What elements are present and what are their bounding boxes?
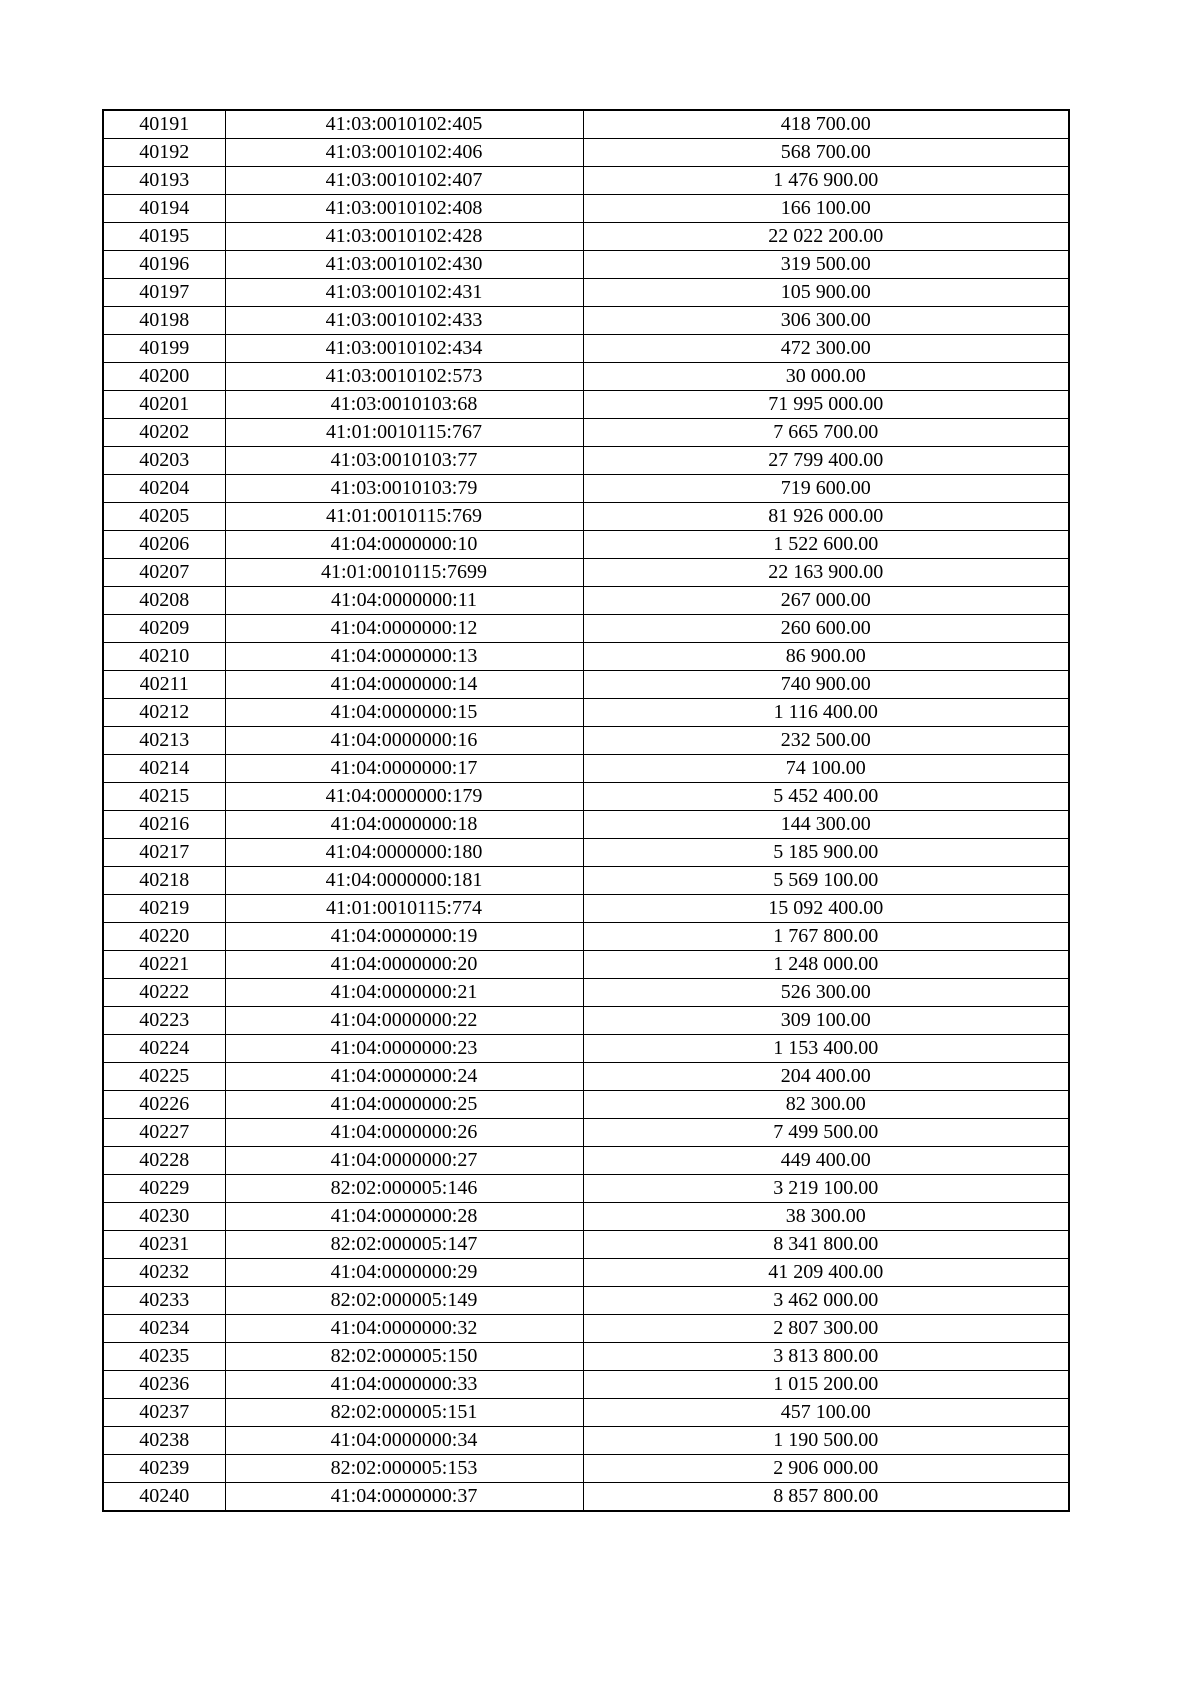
cadastral-value-cell: 5 452 400.00 <box>583 783 1069 811</box>
row-number-cell: 40206 <box>103 531 225 559</box>
cadastral-value-cell: 5 569 100.00 <box>583 867 1069 895</box>
row-number-cell: 40227 <box>103 1119 225 1147</box>
row-number-cell: 40235 <box>103 1343 225 1371</box>
table-row <box>103 1427 1069 1455</box>
cadastral-number-cell: 41:04:0000000:23 <box>225 1035 583 1063</box>
cadastral-value-cell: 8 341 800.00 <box>583 1231 1069 1259</box>
cadastral-value-cell: 71 995 000.00 <box>583 391 1069 419</box>
cadastral-value-cell: 15 092 400.00 <box>583 895 1069 923</box>
cadastral-number-cell: 41:03:0010102:433 <box>225 307 583 335</box>
row-number-cell: 40229 <box>103 1175 225 1203</box>
cadastral-number-cell: 41:04:0000000:17 <box>225 755 583 783</box>
cadastral-value-cell: 38 300.00 <box>583 1203 1069 1231</box>
row-number-cell: 40192 <box>103 139 225 167</box>
cadastral-value-cell: 1 015 200.00 <box>583 1371 1069 1399</box>
table-row <box>103 279 1069 307</box>
cadastral-value-cell: 472 300.00 <box>583 335 1069 363</box>
table-row <box>103 839 1069 867</box>
row-number-cell: 40240 <box>103 1483 225 1512</box>
cadastral-value-cell: 232 500.00 <box>583 727 1069 755</box>
cadastral-value-cell: 740 900.00 <box>583 671 1069 699</box>
cadastral-value-cell: 3 462 000.00 <box>583 1287 1069 1315</box>
table-row <box>103 110 1069 139</box>
cadastral-number-cell: 41:03:0010102:430 <box>225 251 583 279</box>
cadastral-number-cell: 41:04:0000000:11 <box>225 587 583 615</box>
table-body <box>103 110 1069 1511</box>
table-row <box>103 895 1069 923</box>
row-number-cell: 40198 <box>103 307 225 335</box>
table-row <box>103 1203 1069 1231</box>
cadastral-value-cell: 719 600.00 <box>583 475 1069 503</box>
row-number-cell: 40210 <box>103 643 225 671</box>
table-row <box>103 1063 1069 1091</box>
table-row <box>103 1175 1069 1203</box>
cadastral-number-cell: 41:04:0000000:25 <box>225 1091 583 1119</box>
cadastral-number-cell: 41:04:0000000:16 <box>225 727 583 755</box>
table-row <box>103 1119 1069 1147</box>
cadastral-number-cell: 82:02:000005:150 <box>225 1343 583 1371</box>
table-row <box>103 335 1069 363</box>
cadastral-value-cell: 526 300.00 <box>583 979 1069 1007</box>
cadastral-number-cell: 41:03:0010102:407 <box>225 167 583 195</box>
cadastral-number-cell: 82:02:000005:151 <box>225 1399 583 1427</box>
cadastral-value-cell: 449 400.00 <box>583 1147 1069 1175</box>
row-number-cell: 40209 <box>103 615 225 643</box>
cadastral-number-cell: 41:04:0000000:18 <box>225 811 583 839</box>
row-number-cell: 40207 <box>103 559 225 587</box>
table-row <box>103 223 1069 251</box>
table-row <box>103 587 1069 615</box>
table-row <box>103 1231 1069 1259</box>
table-row <box>103 1371 1069 1399</box>
row-number-cell: 40224 <box>103 1035 225 1063</box>
cadastral-number-cell: 41:03:0010102:405 <box>225 110 583 139</box>
table-row <box>103 363 1069 391</box>
cadastral-number-cell: 82:02:000005:147 <box>225 1231 583 1259</box>
row-number-cell: 40230 <box>103 1203 225 1231</box>
cadastral-value-cell: 3 813 800.00 <box>583 1343 1069 1371</box>
cadastral-number-cell: 41:01:0010115:774 <box>225 895 583 923</box>
cadastral-number-cell: 41:04:0000000:180 <box>225 839 583 867</box>
cadastral-value-cell: 41 209 400.00 <box>583 1259 1069 1287</box>
table-row <box>103 1287 1069 1315</box>
cadastral-number-cell: 41:03:0010102:408 <box>225 195 583 223</box>
table-row <box>103 1343 1069 1371</box>
cadastral-value-cell: 1 116 400.00 <box>583 699 1069 727</box>
row-number-cell: 40195 <box>103 223 225 251</box>
row-number-cell: 40196 <box>103 251 225 279</box>
cadastral-value-cell: 1 190 500.00 <box>583 1427 1069 1455</box>
cadastral-number-cell: 41:04:0000000:24 <box>225 1063 583 1091</box>
table-row <box>103 1035 1069 1063</box>
table-row <box>103 139 1069 167</box>
cadastral-number-cell: 41:03:0010102:428 <box>225 223 583 251</box>
cadastral-value-cell: 306 300.00 <box>583 307 1069 335</box>
row-number-cell: 40225 <box>103 1063 225 1091</box>
cadastral-number-cell: 41:04:0000000:34 <box>225 1427 583 1455</box>
table-row <box>103 1147 1069 1175</box>
row-number-cell: 40222 <box>103 979 225 1007</box>
cadastral-number-cell: 41:04:0000000:13 <box>225 643 583 671</box>
cadastral-number-cell: 41:04:0000000:10 <box>225 531 583 559</box>
cadastral-number-cell: 41:04:0000000:28 <box>225 1203 583 1231</box>
cadastral-value-cell: 2 807 300.00 <box>583 1315 1069 1343</box>
table-row <box>103 979 1069 1007</box>
cadastral-number-cell: 41:03:0010103:68 <box>225 391 583 419</box>
row-number-cell: 40238 <box>103 1427 225 1455</box>
row-number-cell: 40215 <box>103 783 225 811</box>
cadastral-value-cell: 1 248 000.00 <box>583 951 1069 979</box>
table-row <box>103 251 1069 279</box>
cadastral-value-cell: 27 799 400.00 <box>583 447 1069 475</box>
row-number-cell: 40213 <box>103 727 225 755</box>
row-number-cell: 40239 <box>103 1455 225 1483</box>
cadastral-value-cell: 1 476 900.00 <box>583 167 1069 195</box>
cadastral-number-cell: 41:04:0000000:33 <box>225 1371 583 1399</box>
row-number-cell: 40226 <box>103 1091 225 1119</box>
cadastral-value-cell: 3 219 100.00 <box>583 1175 1069 1203</box>
cadastral-value-cell: 8 857 800.00 <box>583 1483 1069 1512</box>
row-number-cell: 40218 <box>103 867 225 895</box>
table-row <box>103 419 1069 447</box>
cadastral-number-cell: 82:02:000005:149 <box>225 1287 583 1315</box>
cadastral-number-cell: 41:04:0000000:15 <box>225 699 583 727</box>
table-row <box>103 699 1069 727</box>
table-row <box>103 811 1069 839</box>
cadastral-number-cell: 41:01:0010115:767 <box>225 419 583 447</box>
row-number-cell: 40193 <box>103 167 225 195</box>
cadastral-value-cell: 457 100.00 <box>583 1399 1069 1427</box>
cadastral-value-cell: 568 700.00 <box>583 139 1069 167</box>
row-number-cell: 40212 <box>103 699 225 727</box>
cadastral-number-cell: 41:04:0000000:37 <box>225 1483 583 1512</box>
row-number-cell: 40237 <box>103 1399 225 1427</box>
table-row <box>103 503 1069 531</box>
table-row <box>103 643 1069 671</box>
table-row <box>103 727 1069 755</box>
cadastral-number-cell: 41:03:0010103:77 <box>225 447 583 475</box>
row-number-cell: 40200 <box>103 363 225 391</box>
table-row <box>103 615 1069 643</box>
cadastral-number-cell: 41:04:0000000:26 <box>225 1119 583 1147</box>
row-number-cell: 40202 <box>103 419 225 447</box>
table-row <box>103 447 1069 475</box>
cadastral-number-cell: 41:04:0000000:22 <box>225 1007 583 1035</box>
row-number-cell: 40232 <box>103 1259 225 1287</box>
table-row <box>103 867 1069 895</box>
cadastral-value-cell: 86 900.00 <box>583 643 1069 671</box>
cadastral-value-cell: 204 400.00 <box>583 1063 1069 1091</box>
cadastral-number-cell: 41:04:0000000:29 <box>225 1259 583 1287</box>
row-number-cell: 40205 <box>103 503 225 531</box>
cadastral-number-cell: 41:04:0000000:20 <box>225 951 583 979</box>
row-number-cell: 40228 <box>103 1147 225 1175</box>
cadastral-number-cell: 41:04:0000000:21 <box>225 979 583 1007</box>
row-number-cell: 40231 <box>103 1231 225 1259</box>
cadastral-number-cell: 41:04:0000000:12 <box>225 615 583 643</box>
cadastral-value-cell: 1 153 400.00 <box>583 1035 1069 1063</box>
row-number-cell: 40220 <box>103 923 225 951</box>
row-number-cell: 40216 <box>103 811 225 839</box>
cadastral-value-cell: 1 767 800.00 <box>583 923 1069 951</box>
cadastral-number-cell: 41:04:0000000:19 <box>225 923 583 951</box>
table-row <box>103 1007 1069 1035</box>
cadastral-number-cell: 41:03:0010102:573 <box>225 363 583 391</box>
cadastral-number-cell: 41:03:0010102:434 <box>225 335 583 363</box>
row-number-cell: 40211 <box>103 671 225 699</box>
row-number-cell: 40199 <box>103 335 225 363</box>
cadastral-number-cell: 82:02:000005:146 <box>225 1175 583 1203</box>
table-row <box>103 195 1069 223</box>
cadastral-number-cell: 41:04:0000000:32 <box>225 1315 583 1343</box>
cadastral-value-cell: 1 522 600.00 <box>583 531 1069 559</box>
cadastral-number-cell: 41:01:0010115:7699 <box>225 559 583 587</box>
row-number-cell: 40204 <box>103 475 225 503</box>
table-row <box>103 167 1069 195</box>
cadastral-value-cell: 144 300.00 <box>583 811 1069 839</box>
cadastral-value-cell: 81 926 000.00 <box>583 503 1069 531</box>
table-row <box>103 1259 1069 1287</box>
cadastral-value-cell: 260 600.00 <box>583 615 1069 643</box>
row-number-cell: 40194 <box>103 195 225 223</box>
table-row <box>103 951 1069 979</box>
cadastral-number-cell: 82:02:000005:153 <box>225 1455 583 1483</box>
cadastral-value-cell: 7 665 700.00 <box>583 419 1069 447</box>
row-number-cell: 40223 <box>103 1007 225 1035</box>
row-number-cell: 40201 <box>103 391 225 419</box>
cadastral-value-cell: 30 000.00 <box>583 363 1069 391</box>
cadastral-value-cell: 7 499 500.00 <box>583 1119 1069 1147</box>
cadastral-number-cell: 41:04:0000000:181 <box>225 867 583 895</box>
cadastral-value-cell: 309 100.00 <box>583 1007 1069 1035</box>
table-row <box>103 1455 1069 1483</box>
table-row <box>103 1399 1069 1427</box>
cadastral-value-cell: 74 100.00 <box>583 755 1069 783</box>
cadastral-value-cell: 319 500.00 <box>583 251 1069 279</box>
cadastral-value-cell: 2 906 000.00 <box>583 1455 1069 1483</box>
table-row <box>103 783 1069 811</box>
row-number-cell: 40214 <box>103 755 225 783</box>
cadastral-value-cell: 166 100.00 <box>583 195 1069 223</box>
cadastral-number-cell: 41:03:0010102:431 <box>225 279 583 307</box>
cadastral-value-cell: 418 700.00 <box>583 110 1069 139</box>
row-number-cell: 40203 <box>103 447 225 475</box>
cadastral-number-cell: 41:03:0010103:79 <box>225 475 583 503</box>
row-number-cell: 40208 <box>103 587 225 615</box>
row-number-cell: 40197 <box>103 279 225 307</box>
table-row <box>103 475 1069 503</box>
cadastral-number-cell: 41:04:0000000:179 <box>225 783 583 811</box>
cadastral-value-cell: 82 300.00 <box>583 1091 1069 1119</box>
row-number-cell: 40219 <box>103 895 225 923</box>
table-row <box>103 755 1069 783</box>
cadastral-value-cell: 22 022 200.00 <box>583 223 1069 251</box>
cadastral-number-cell: 41:03:0010102:406 <box>225 139 583 167</box>
cadastral-value-cell: 105 900.00 <box>583 279 1069 307</box>
table-row <box>103 923 1069 951</box>
row-number-cell: 40233 <box>103 1287 225 1315</box>
table-row <box>103 391 1069 419</box>
table-row <box>103 1483 1069 1512</box>
table-row <box>103 531 1069 559</box>
table-row <box>103 307 1069 335</box>
table-row <box>103 1091 1069 1119</box>
table-row <box>103 671 1069 699</box>
row-number-cell: 40217 <box>103 839 225 867</box>
row-number-cell: 40234 <box>103 1315 225 1343</box>
row-number-cell: 40191 <box>103 110 225 139</box>
cadastral-value-table <box>102 109 1070 1512</box>
cadastral-value-cell: 267 000.00 <box>583 587 1069 615</box>
table-row <box>103 1315 1069 1343</box>
table-row <box>103 559 1069 587</box>
cadastral-number-cell: 41:04:0000000:14 <box>225 671 583 699</box>
cadastral-value-cell: 22 163 900.00 <box>583 559 1069 587</box>
row-number-cell: 40221 <box>103 951 225 979</box>
cadastral-number-cell: 41:01:0010115:769 <box>225 503 583 531</box>
cadastral-number-cell: 41:04:0000000:27 <box>225 1147 583 1175</box>
cadastral-value-cell: 5 185 900.00 <box>583 839 1069 867</box>
row-number-cell: 40236 <box>103 1371 225 1399</box>
